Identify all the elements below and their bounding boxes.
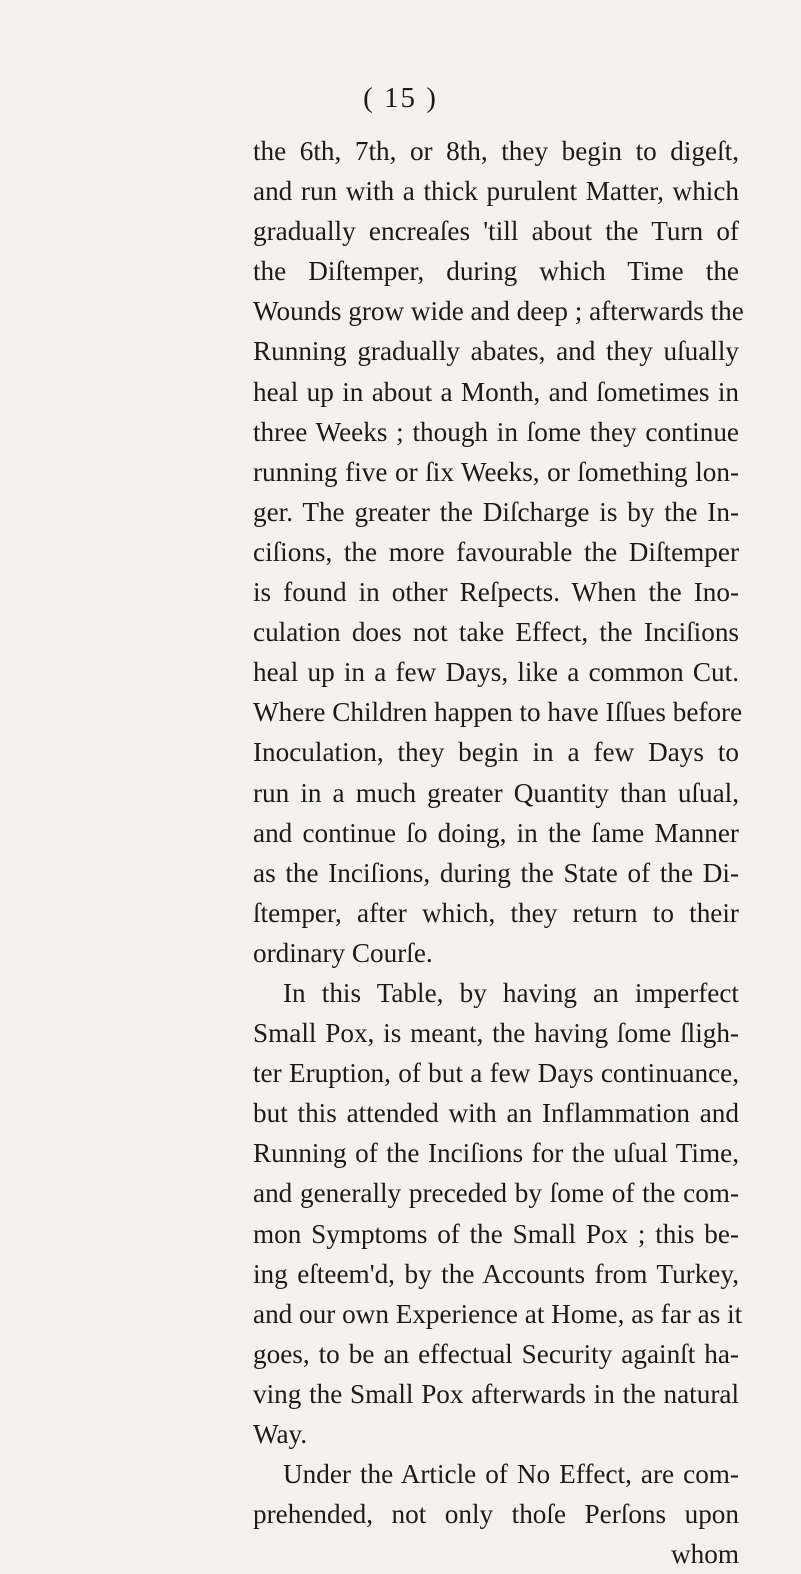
text-line: prehended, not only thoſe Perſons upon: [253, 1499, 739, 1530]
paragraph-start-line: In this Table, by having an imperfect: [283, 977, 739, 1008]
catchword: whom: [671, 1539, 739, 1570]
text-line: and run with a thick purulent Matter, which: [253, 176, 739, 207]
text-line: ing eſteem'd, by the Accounts from Turkey,: [253, 1258, 739, 1289]
text-line: ger. The greater the Diſcharge is by the In-: [253, 496, 739, 527]
text-line: and continue ſo doing, in the ſame Manner: [253, 817, 739, 848]
text-line: gradually encreaſes 'till about the Turn of: [253, 216, 739, 247]
text-line: and our own Experience at Home, as far as it: [253, 1298, 743, 1329]
text-line: ving the Small Pox afterwards in the natural: [253, 1378, 739, 1409]
text-line: and generally preceded by ſome of the com-: [253, 1178, 739, 1209]
text-line: ſtemper, after which, they return to their: [253, 897, 739, 928]
text-line: goes, to be an effectual Security againſt ha-: [253, 1338, 739, 1369]
text-line: the 6th, 7th, or 8th, they begin to digeſt,: [253, 136, 739, 166]
text-line: ter Eruption, of but a few Days continuance,: [253, 1058, 739, 1089]
text-line: ordinary Courſe.: [253, 937, 433, 968]
text-line: ciſions, the more favourable the Diſtemper: [253, 536, 739, 567]
text-line: run in a much greater Quantity than uſual,: [253, 777, 739, 808]
text-line: is found in other Reſpects. When the Ino-: [253, 577, 739, 608]
text-line: Way.: [253, 1419, 308, 1449]
text-line: Running of the Inciſions for the uſual Time,: [253, 1138, 739, 1169]
text-line: running five or ſix Weeks, or ſomething lon-: [253, 456, 739, 487]
text-line: Running gradually abates, and they uſually: [253, 336, 739, 367]
text-line: heal up in about a Month, and ſometimes in: [253, 376, 739, 407]
text-line: heal up in a few Days, like a common Cut.: [253, 657, 739, 688]
text-line: but this attended with an Inflammation and: [253, 1098, 739, 1129]
text-line: the Diſtemper, during which Time the: [253, 256, 739, 287]
text-line: as the Inciſions, during the State of the Di-: [253, 857, 739, 888]
text-line: three Weeks ; though in ſome they continue: [253, 416, 739, 447]
body-text: [253, 131, 744, 1574]
page-number: ( 15 ): [363, 82, 438, 114]
text-line: Wounds grow wide and deep ; afterwards the: [253, 296, 744, 327]
text-line: Inoculation, they begin in a few Days to: [253, 737, 739, 768]
text-line: mon Symptoms of the Small Pox ; this be-: [253, 1218, 739, 1249]
text-line: Small Pox, is meant, the having ſome ſligh-: [253, 1018, 739, 1049]
text-line: culation does not take Effect, the Inciſions: [253, 617, 739, 648]
text-line: Where Children happen to have Iſſues before: [253, 697, 743, 728]
paragraph-start-line: Under the Article of No Effect, are com-: [283, 1459, 739, 1490]
